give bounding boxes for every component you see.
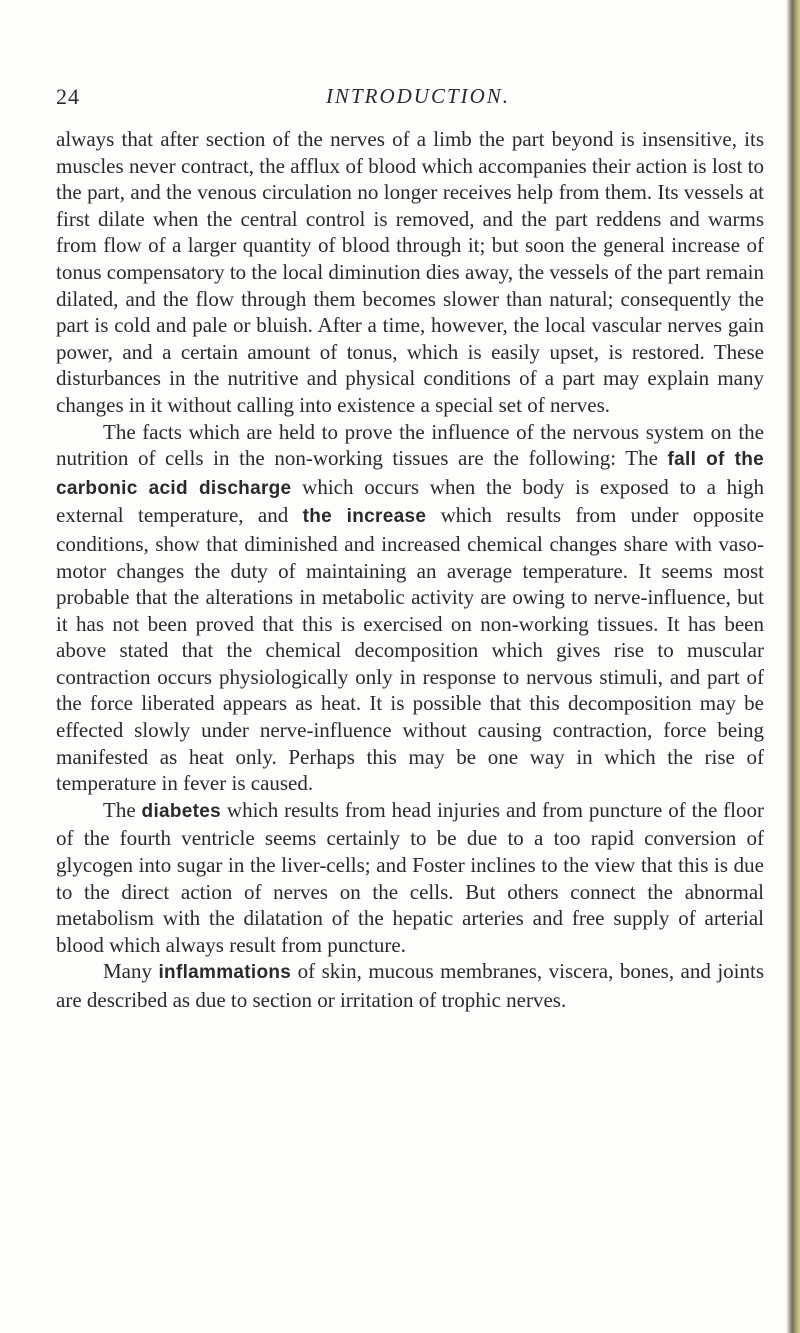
text-segment: which results from under opposite conditions, show that diminished and increased chemical changes share with vaso-motor changes the duty of maintaining an average temperature. It seems most probable that the alterations in metabolic activity are owing to nerve-influence, but it has not been proved that this is exercised on non-working tissues. It has been above stated that the chemical decomposition which gives rise to muscular contraction occurs physiologically only in response to nervous stimuli, and part of the force liberated appears as heat. It is possible that this decomposition may be effected slowly under nerve-influence without causing contraction, force being manifested as heat only. Perhaps this may be one way in which the rise of temperature in fever is caused.: [56, 503, 764, 796]
bold-term: the increase: [302, 506, 427, 528]
bold-term: inflammations: [158, 962, 292, 984]
text-segment: which occurs when the body is exposed to a high external temperature, and: [56, 474, 764, 528]
paragraph: [56, 797, 764, 959]
paragraph: [56, 419, 764, 797]
paragraph: [56, 958, 764, 1013]
bold-term: fall of the carbonic acid discharge: [56, 449, 764, 499]
text-segment: The facts which are held to prove the influence of the nervous system on the nutrition of cells in the non-working tissues are the following: The: [56, 419, 764, 471]
paragraph: [56, 126, 764, 419]
running-head: [56, 84, 780, 112]
text-segment: which results from head injuries and from puncture of the floor of the fourth ventricle seems certainly to be due to a too rapid conversion of glycogen into sugar in the liver-cells; and Foster inclines to the view that this is due to the direct action of nerves on the cells. But others connect the abnormal metabolism with the dilatation of the hepatic arteries and free supply of arterial blood which always result from puncture.: [56, 797, 764, 957]
text-segment: Many: [103, 959, 159, 984]
page-number: 24: [56, 84, 80, 109]
page-edge: [786, 0, 800, 1333]
text-segment: always that after section of the nerves of a limb the part beyond is insensitive, its muscles never contract, the afflux of blood which accompanies their action is lost to the part, and the venous circulation no longer receives help from them. Its vessels at first dilate when the central control is removed, and the part reddens and warms from flow of a larger quantity of blood through it; but soon the general increase of tonus compensatory to the local diminution dies away, the vessels of the part remain dilated, and the flow through them becomes slower than natural; consequently the part is cold and pale or bluish. After a time, however, the local vascular nerves gain power, and a certain amount of tonus, which is easily upset, is restored. These disturbances in the nutritive and physical conditions of a part may explain many changes in it without calling into existence a special set of nerves.: [56, 127, 764, 417]
running-title: INTRODUCTION.: [325, 84, 511, 108]
text-segment: of skin, mucous membranes, viscera, bones, and joints are described as due to section or irritation of trophic nerves.: [56, 959, 764, 1012]
bold-term: diabetes: [141, 800, 222, 822]
text-segment: The: [103, 797, 142, 822]
body-text: [56, 126, 764, 1014]
